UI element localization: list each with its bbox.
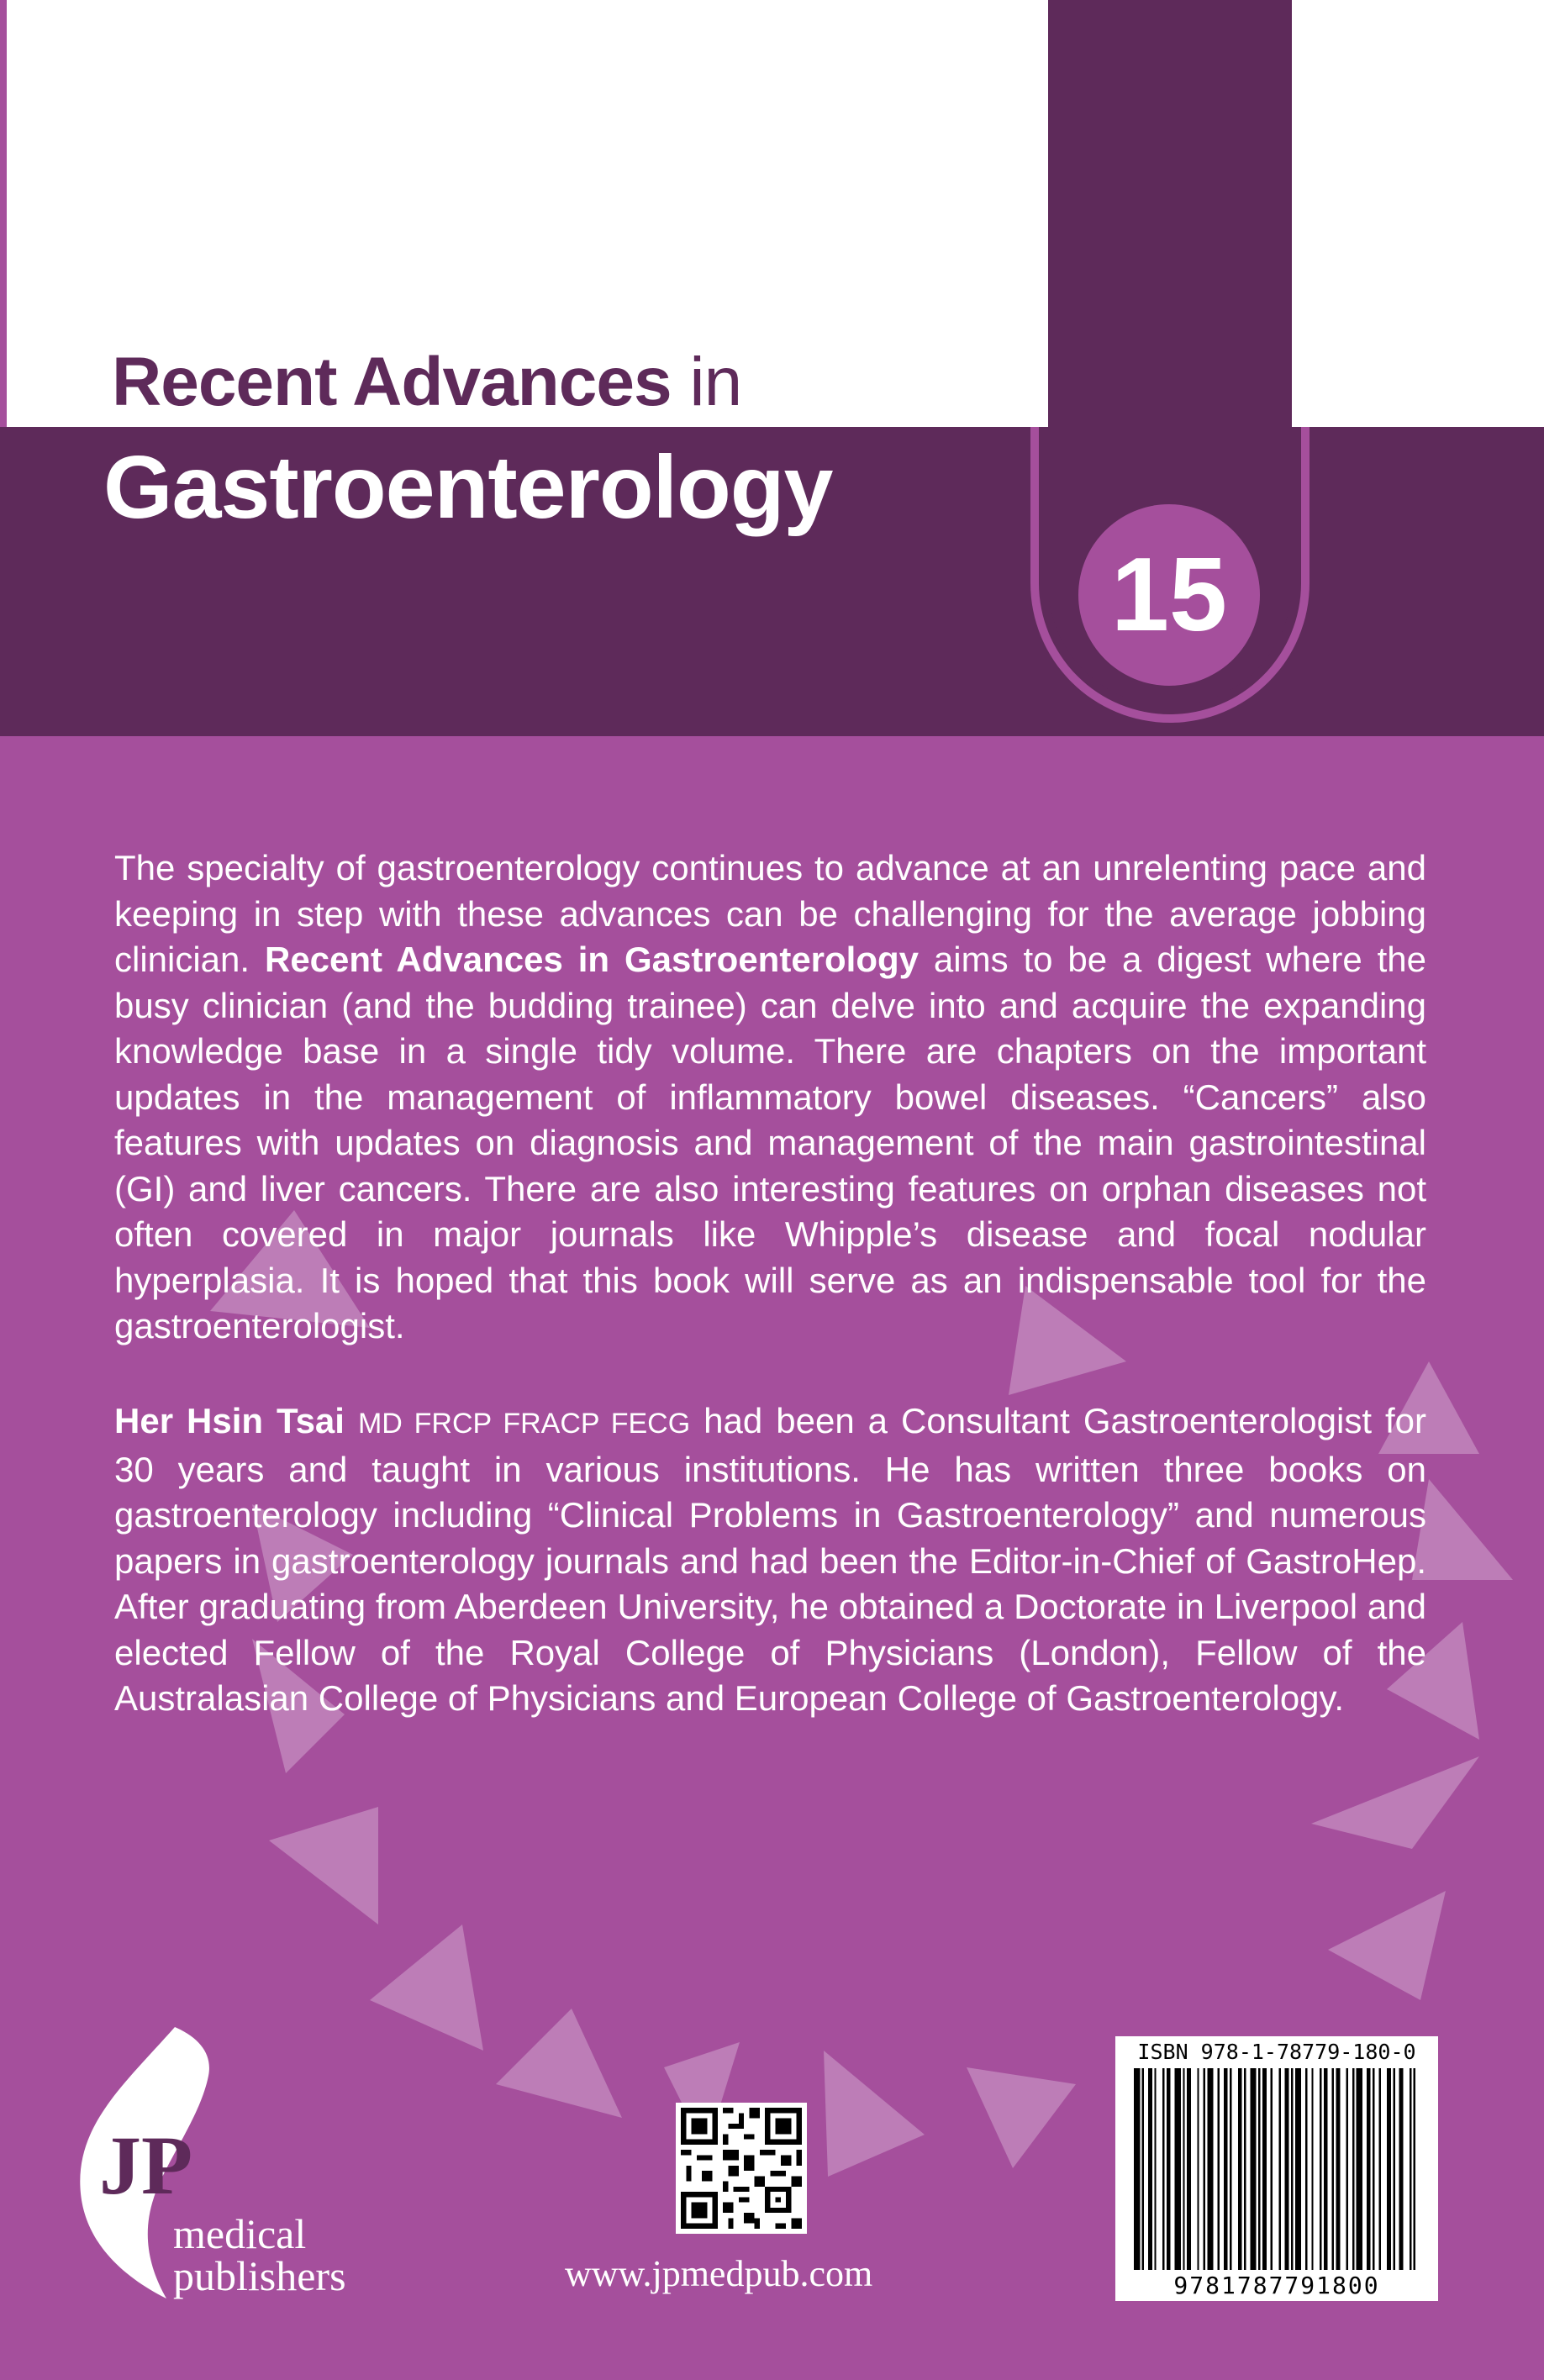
- barcode-bar: [1134, 2068, 1140, 2270]
- barcode-bar: [1373, 2068, 1374, 2270]
- barcode-bars: [1132, 2068, 1421, 2270]
- barcode-bar: [1332, 2068, 1334, 2270]
- barcode-bar: [1324, 2068, 1328, 2270]
- logo-initials: JP: [99, 2119, 193, 2212]
- barcode-bar: [1167, 2068, 1171, 2270]
- barcode-bar: [1291, 2068, 1293, 2270]
- barcode-bar: [1162, 2068, 1164, 2270]
- barcode-bar: [1238, 2068, 1242, 2270]
- barcode-bar: [1262, 2068, 1267, 2270]
- barcode-bar: [1207, 2068, 1213, 2270]
- barcode-bar: [1295, 2068, 1301, 2270]
- series-title-bold: Recent Advances: [112, 344, 672, 420]
- author-bio-text: had been a Consultant Gastroenterologist for 30 years and taught in various institutions. He has written three books on gastroenterology including “Clinical Problems in Gastroenterology” and numerous papers in gastroenterology journals and had been the Editor-in-Chief of GastroHep. After graduating from Aberdeen University, he obtained a Doctorate in Liverpool and elected Fellow of the Royal College of Physicians (London), Fellow of the Australasian College of Physicians and European College of Gastroenterology.: [114, 1401, 1427, 1718]
- description-body: aims to be a digest where the busy clinician (and the budding trainee) can delve into and acquire the expanding knowledge base in a single tidy volume. There are chapters on the important updates in the management of inflammatory bowel diseases. “Cancers” also features with updates on diagnosis and management of the main gastrointestinal (GI) and liver cancers. There are also interesting features on orphan diseases not often covered in major journals like Whipple’s disease and focal nodular hyperplasia. It is hoped that this book will serve as an indispensable tool for the gastroenterologist.: [114, 940, 1426, 1345]
- barcode-bar: [1393, 2068, 1394, 2270]
- description-intro: The specialty of gastroenterology continues to advance at an unrelenting pace and keeping in step with these advances can be challenging for the average jobbing clinician.: [114, 848, 1426, 979]
- author-name: Her Hsin Tsai: [114, 1401, 345, 1440]
- barcode-bar: [1378, 2068, 1380, 2270]
- barcode-bar: [1187, 2068, 1191, 2270]
- description-book-title: Recent Advances in Gastroenterology: [264, 940, 920, 979]
- qr-code-icon: [675, 2103, 808, 2234]
- book-description: [114, 845, 1426, 1350]
- barcode-bar: [1154, 2068, 1156, 2270]
- barcode-bar: [1278, 2068, 1280, 2270]
- barcode-bar: [1230, 2068, 1231, 2270]
- isbn-label: ISBN 978-1-78779-180-0: [1137, 2040, 1416, 2064]
- barcode-bar: [1250, 2068, 1256, 2270]
- barcode-bar: [1320, 2068, 1321, 2270]
- barcode-bar: [1271, 2068, 1273, 2270]
- barcode-bar: [1148, 2068, 1152, 2270]
- barcode-bar: [1336, 2068, 1340, 2270]
- barcode-bar: [1311, 2068, 1313, 2270]
- barcode-digits: 9781787791800: [1173, 2272, 1380, 2299]
- barcode-bar: [1414, 2068, 1415, 2270]
- barcode-bar: [1305, 2068, 1307, 2270]
- isbn-barcode: [1115, 2036, 1438, 2301]
- logo-line-publishers: publishers: [173, 2252, 346, 2299]
- barcode-bar: [1218, 2068, 1220, 2270]
- barcode-bar: [1224, 2068, 1228, 2270]
- barcode-bar: [1285, 2068, 1289, 2270]
- barcode-bar: [1142, 2068, 1144, 2270]
- barcode-bar: [1175, 2068, 1181, 2270]
- volume-number: 15: [1111, 537, 1227, 653]
- barcode-bar: [1183, 2068, 1184, 2270]
- barcode-bar: [1258, 2068, 1260, 2270]
- barcode-bar: [1352, 2068, 1354, 2270]
- barcode-bar: [1410, 2068, 1411, 2270]
- barcode-bar: [1244, 2068, 1246, 2270]
- barcode-bar: [1399, 2068, 1404, 2270]
- barcode-bar: [1197, 2068, 1199, 2270]
- barcode-bar: [1357, 2068, 1362, 2270]
- subject-title: Gastroenterology: [103, 438, 833, 537]
- series-title-connector: in: [689, 344, 742, 420]
- author-qualifications: MD FRCP FRACP FECG: [357, 1408, 691, 1440]
- jp-medical-publishers-logo: [74, 2025, 393, 2303]
- barcode-bar: [1204, 2068, 1205, 2270]
- barcode-bar: [1346, 2068, 1348, 2270]
- barcode-bar: [1367, 2068, 1371, 2270]
- logo-line-medical: medical: [173, 2210, 307, 2257]
- publisher-website: www.jpmedpub.com: [565, 2253, 873, 2294]
- author-bio: [114, 1398, 1426, 1722]
- barcode-bar: [1387, 2068, 1391, 2270]
